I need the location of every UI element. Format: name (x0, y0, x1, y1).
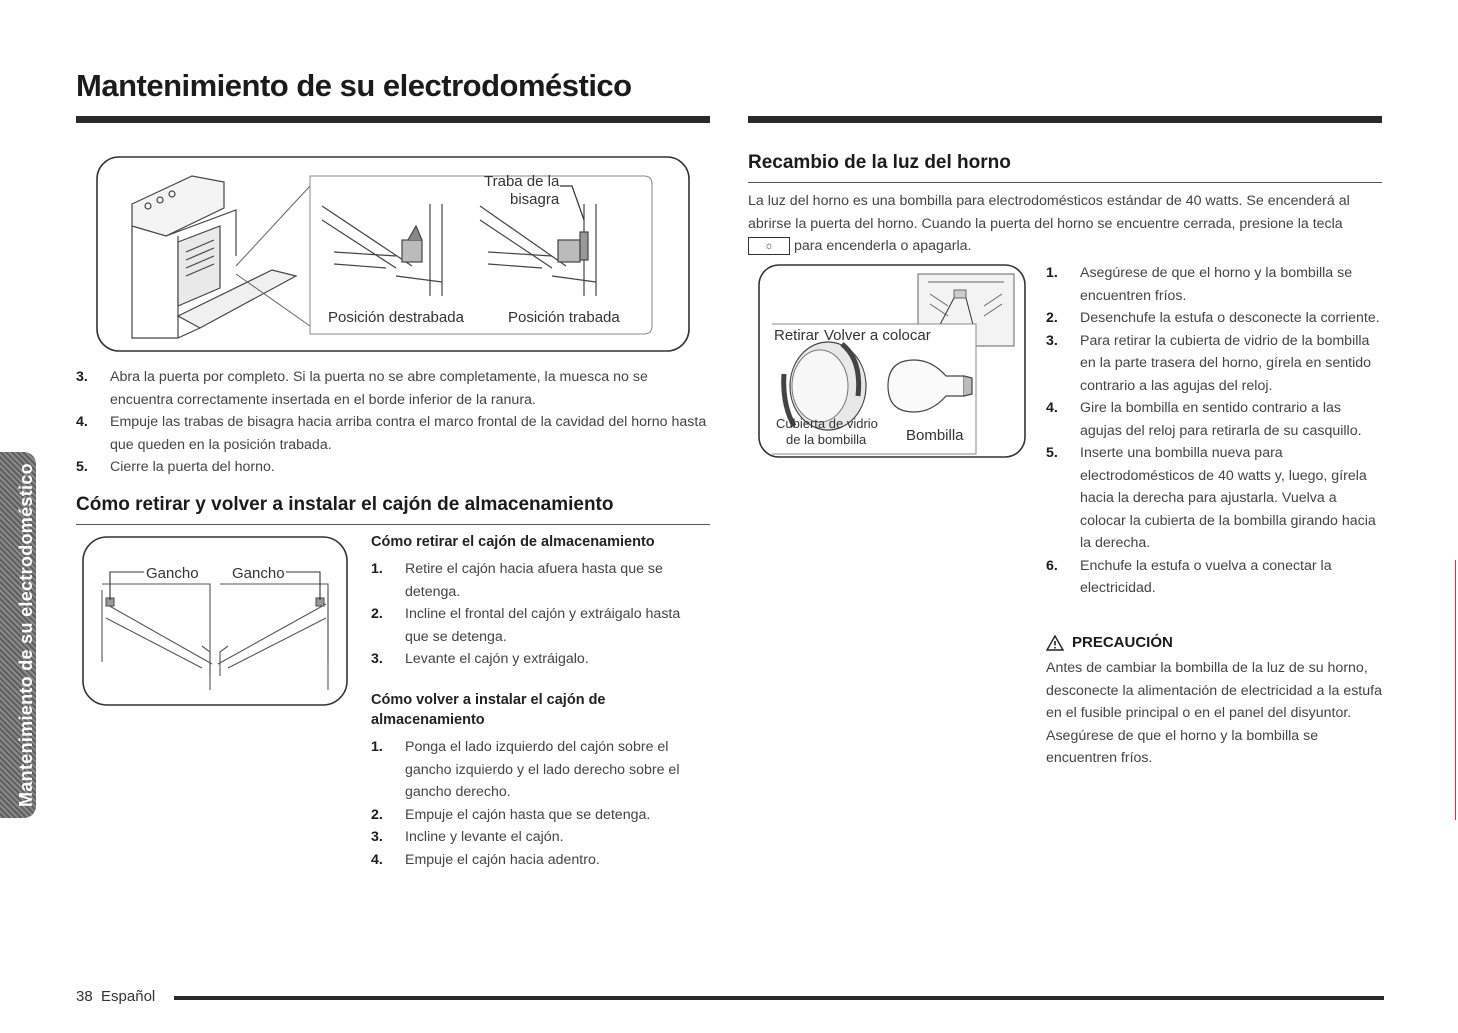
label-hinge-line2: bisagra (510, 191, 560, 208)
label-cover-line2: de la bombilla (786, 432, 867, 447)
title-rule-right (748, 116, 1382, 123)
caution-title: PRECAUCIÓN (1072, 634, 1173, 651)
bulb-figure (758, 264, 1028, 460)
footer-language: Español (101, 988, 156, 1005)
drawer-hooks-figure (82, 536, 350, 708)
range-icon (132, 176, 296, 338)
drawer-remove-steps (371, 558, 705, 671)
drawer-install-steps (371, 736, 705, 871)
light-section-title: Recambio de la luz del horno (748, 152, 1011, 173)
list-item: 3. Abra la puerta por completo. Si la puerta no se abre completamente, la muesca no se encuentra correctamente insertada en el borde inferior de la ranura. (76, 369, 648, 408)
side-chapter-tab (0, 452, 36, 818)
warning-triangle-icon (1046, 635, 1064, 651)
hinge-unlocked-icon (322, 204, 442, 296)
label-hook-right: Gancho (232, 565, 285, 582)
label-bulb: Bombilla (906, 427, 964, 444)
label-hinge-line1: Traba de la (484, 173, 560, 190)
list-item: 3. Incline y levante el cajón. (371, 829, 564, 845)
drawer-remove-title: Cómo retirar el cajón de almacenamiento (371, 534, 655, 550)
light-intro (748, 190, 1384, 258)
label-hook-left: Gancho (146, 565, 199, 582)
light-intro-text: La luz del horno es una bombilla para electrodomésticos estándar de 40 watts. Se encenderá al abrirse la puerta del horno. Cuando la puerta del horno se encuentre cerrada, presione la tecla (748, 193, 1350, 232)
hinge-lock-figure (96, 156, 692, 354)
label-remove: Retirar (774, 327, 820, 344)
list-item: 4. Empuje el cajón hacia adentro. (371, 851, 600, 868)
list-item: 1. Asegúrese de que el horno y la bombilla se encuentren fríos. (1046, 265, 1353, 304)
hinge-locked-icon (480, 204, 596, 296)
caution-box (1046, 634, 1382, 770)
light-section-rule (748, 182, 1382, 183)
list-item: 3. Levante el cajón y extráigalo. (371, 651, 589, 667)
list-item: 6. Enchufe la estufa o vuelva a conectar la electricidad. (1046, 557, 1332, 596)
footer-rule (174, 996, 1384, 1000)
drawer-hooks-illustration (82, 536, 350, 708)
list-item: 2. Empuje el cajón hasta que se detenga. (371, 806, 651, 823)
list-item: 5. Inserte una bombilla nueva para electrodomésticos de 40 watts y, luego, gírela hacia la derecha para ajustarla. Vuelva a colocar la cubierta de la bombilla girando hacia la derecha. (1046, 445, 1376, 551)
list-item: 1. Ponga el lado izquierdo del cajón sobre el gancho izquierdo y el lado derecho sobre el gancho derecho. (371, 739, 680, 800)
page-number: 38 (76, 988, 93, 1005)
title-rule-left (76, 116, 710, 123)
label-cover-line1: Cubierta de vidrio (776, 416, 878, 431)
caution-text: Antes de cambiar la bombilla de la luz de su horno, desconecte la alimentación de electricidad a la estufa en el fusible principal o en el panel del disyuntor. Asegúrese de que el horno y la bombilla se encuentren fríos. (1046, 660, 1382, 766)
caution-header (1046, 634, 1382, 651)
list-item: 4. Empuje las trabas de bisagra hacia arriba contra el marco frontal de la cavidad del horno hasta que queden en la posición trabada. (76, 414, 707, 453)
label-locked: Posición trabada (508, 309, 620, 326)
footer-page-label (76, 988, 155, 1005)
label-unlocked: Posición destrabada (328, 309, 464, 326)
light-key-icon: ☼ (748, 237, 790, 255)
page-title: Mantenimiento de su electrodoméstico (76, 68, 632, 103)
list-item: 4. Gire la bombilla en sentido contrario a las agujas del reloj para retirarla de su casquillo. (1046, 400, 1362, 439)
drawer-install-title: Cómo volver a instalar el cajón de almacenamiento (371, 692, 606, 728)
label-replace: Volver a colocar (824, 327, 931, 344)
light-steps-list (1046, 262, 1382, 600)
list-item: 5. Cierre la puerta del horno. (76, 459, 275, 475)
side-tab-label: Mantenimiento de su electrodoméstico (15, 463, 36, 807)
light-intro-end: para encenderla o apagarla. (794, 238, 972, 254)
list-item: 2. Incline el frontal del cajón y extráigalo hasta que se detenga. (371, 606, 681, 645)
bulb-replacement-illustration (758, 264, 1028, 460)
list-item: 2. Desenchufe la estufa o desconecte la corriente. (1046, 310, 1380, 326)
drawer-section-rule (76, 524, 710, 525)
list-item: 1. Retire el cajón hacia afuera hasta que se detenga. (371, 561, 663, 600)
page-edge-mark (1455, 560, 1456, 820)
list-item: 3. Para retirar la cubierta de vidrio de la bombilla en la parte trasera del horno, gírela en sentido contrario a las agujas del reloj. (1046, 332, 1372, 394)
drawer-section-title: Cómo retirar y volver a instalar el cajón de almacenamiento (76, 494, 614, 515)
hinge-lock-illustration (96, 156, 692, 354)
door-steps-list (76, 366, 710, 479)
